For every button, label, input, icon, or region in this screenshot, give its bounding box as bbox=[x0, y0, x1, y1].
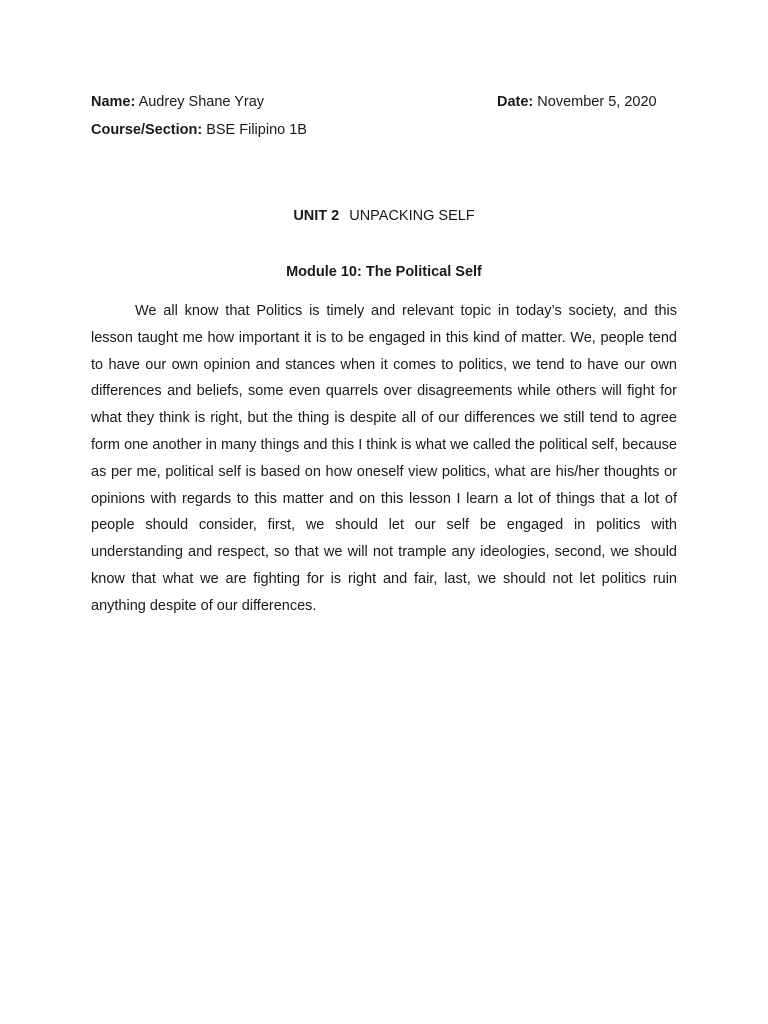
course-value: BSE Filipino 1B bbox=[206, 122, 307, 138]
unit-number: UNIT 2 bbox=[293, 208, 340, 224]
name-field bbox=[91, 93, 264, 111]
course-label: Course/Section: bbox=[91, 122, 203, 138]
date-label: Date: bbox=[497, 94, 534, 110]
name-label: Name: bbox=[91, 94, 136, 110]
course-section-field bbox=[91, 121, 307, 139]
unit-heading bbox=[0, 207, 768, 225]
module-title: Module 10: The Political Self bbox=[286, 264, 482, 280]
date-field bbox=[497, 93, 657, 111]
body-paragraph: We all know that Politics is timely and relevant topic in today’s society, and this lesson taught me how important it is to be engaged in this kind of matter. We, people tend to have our own opinion and stances when it comes to politics, we tend to have our own differences and beliefs, some even quarrels over disagreements while others will fight for what they think is right, but the thing is despite all of our differences we still tend to agree form one another in many things and this I think is what we called the political self, because as per me, political self is based on how oneself view politics, what are his/her thoughts or opinions with regards to this matter and on this lesson I learn a lot of things that a lot of people should consider, first, we should let our self be engaged in politics with understanding and respect, so that we will not trample any ideologies, second, we should know that what we are fighting for is right and fair, last, we should not let politics ruin anything despite of our differences. bbox=[91, 303, 677, 614]
unit-title: UNPACKING SELF bbox=[349, 208, 475, 224]
name-value: Audrey Shane Yray bbox=[138, 94, 265, 110]
date-value: November 5, 2020 bbox=[537, 94, 657, 110]
